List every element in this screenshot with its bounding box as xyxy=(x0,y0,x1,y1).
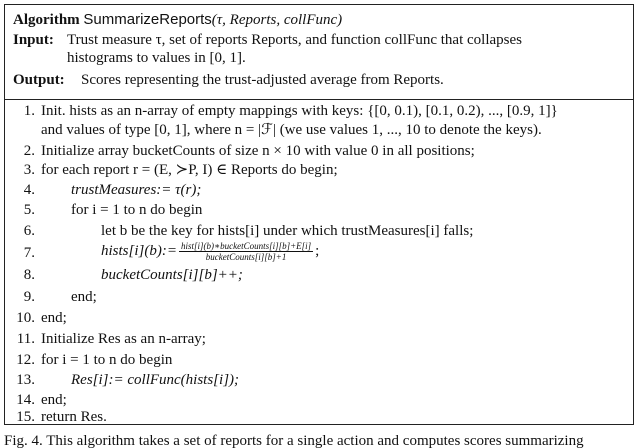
step-text: end; xyxy=(71,289,97,305)
algorithm-title xyxy=(13,11,342,29)
step-text: bucketCounts[i][b]++; xyxy=(101,267,243,283)
step-number: 1. xyxy=(23,103,35,119)
step-number: 11. xyxy=(16,331,35,347)
step-formula xyxy=(101,241,319,262)
step-number: 10. xyxy=(16,310,35,326)
step-number: 5. xyxy=(23,202,35,218)
step-text: hists[i](b):= xyxy=(101,242,177,259)
step-text: Initialize Res as an n-array; xyxy=(41,331,206,347)
input-row xyxy=(13,32,54,49)
step-number: 9. xyxy=(23,289,35,305)
step-text: end; xyxy=(41,310,67,326)
algorithm-name: SummarizeReports xyxy=(83,11,212,28)
algorithm-params: (τ, Reports, collFunc) xyxy=(211,12,343,28)
output-line-1: Scores representing the trust-adjusted average from Reports. xyxy=(81,72,444,88)
step-number: 7. xyxy=(23,245,35,261)
step-text: let b be the key for hists[i] under which trustMeasures[i] falls; xyxy=(101,223,474,239)
output-label: Output: xyxy=(13,72,65,88)
step-number: 6. xyxy=(23,223,35,239)
step-text: trustMeasures:= τ(r); xyxy=(71,182,202,198)
step-number: 3. xyxy=(23,162,35,178)
figure-caption: Fig. 4. This algorithm takes a set of reports for a single action and computes scores summarizing xyxy=(4,433,584,448)
algorithm-box xyxy=(4,4,634,425)
output-row xyxy=(13,72,65,89)
step-number: 15. xyxy=(16,409,35,425)
step-text: Init. hists as an n-array of empty mappings with keys: {[0, 0.1), [0.1, 0.2), ..., [0.9, 1]} xyxy=(41,103,558,119)
algorithm-header xyxy=(5,5,633,100)
input-line-2: histograms to values in [0, 1]. xyxy=(67,50,246,66)
step-number: 4. xyxy=(23,182,35,198)
fraction-suffix: ; xyxy=(315,242,320,259)
step-text: for each report r = (E, ≻P, I) ∈ Reports do begin; xyxy=(41,162,338,178)
step-text: for i = 1 to n do begin xyxy=(71,202,203,218)
step-number: 12. xyxy=(16,352,35,368)
step-text: Res[i]:= collFunc(hists[i]); xyxy=(71,372,240,388)
step-number: 14. xyxy=(16,392,35,408)
update-fraction xyxy=(179,241,313,262)
fraction-denominator: bucketCounts[i][b]+1 xyxy=(205,252,287,262)
step-text: for i = 1 to n do begin xyxy=(41,352,173,368)
step-number: 2. xyxy=(23,143,35,159)
input-line-1: Trust measure τ, set of reports Reports, and function collFunc that collapses xyxy=(67,32,522,48)
step-number: 13. xyxy=(16,372,35,388)
fraction-numerator: hist[i](b)∗bucketCounts[i][b]+E[i] xyxy=(180,241,312,251)
input-label: Input: xyxy=(13,32,54,48)
algorithm-keyword: Algorithm xyxy=(13,12,80,28)
step-text: end; xyxy=(41,392,67,408)
step-text: return Res. xyxy=(41,409,107,425)
step-text: and values of type [0, 1], where n = |ℱ| (we use values 1, ..., 10 to denote the keys). xyxy=(41,122,542,138)
step-text: Initialize array bucketCounts of size n × 10 with value 0 in all positions; xyxy=(41,143,475,159)
step-number: 8. xyxy=(23,267,35,283)
